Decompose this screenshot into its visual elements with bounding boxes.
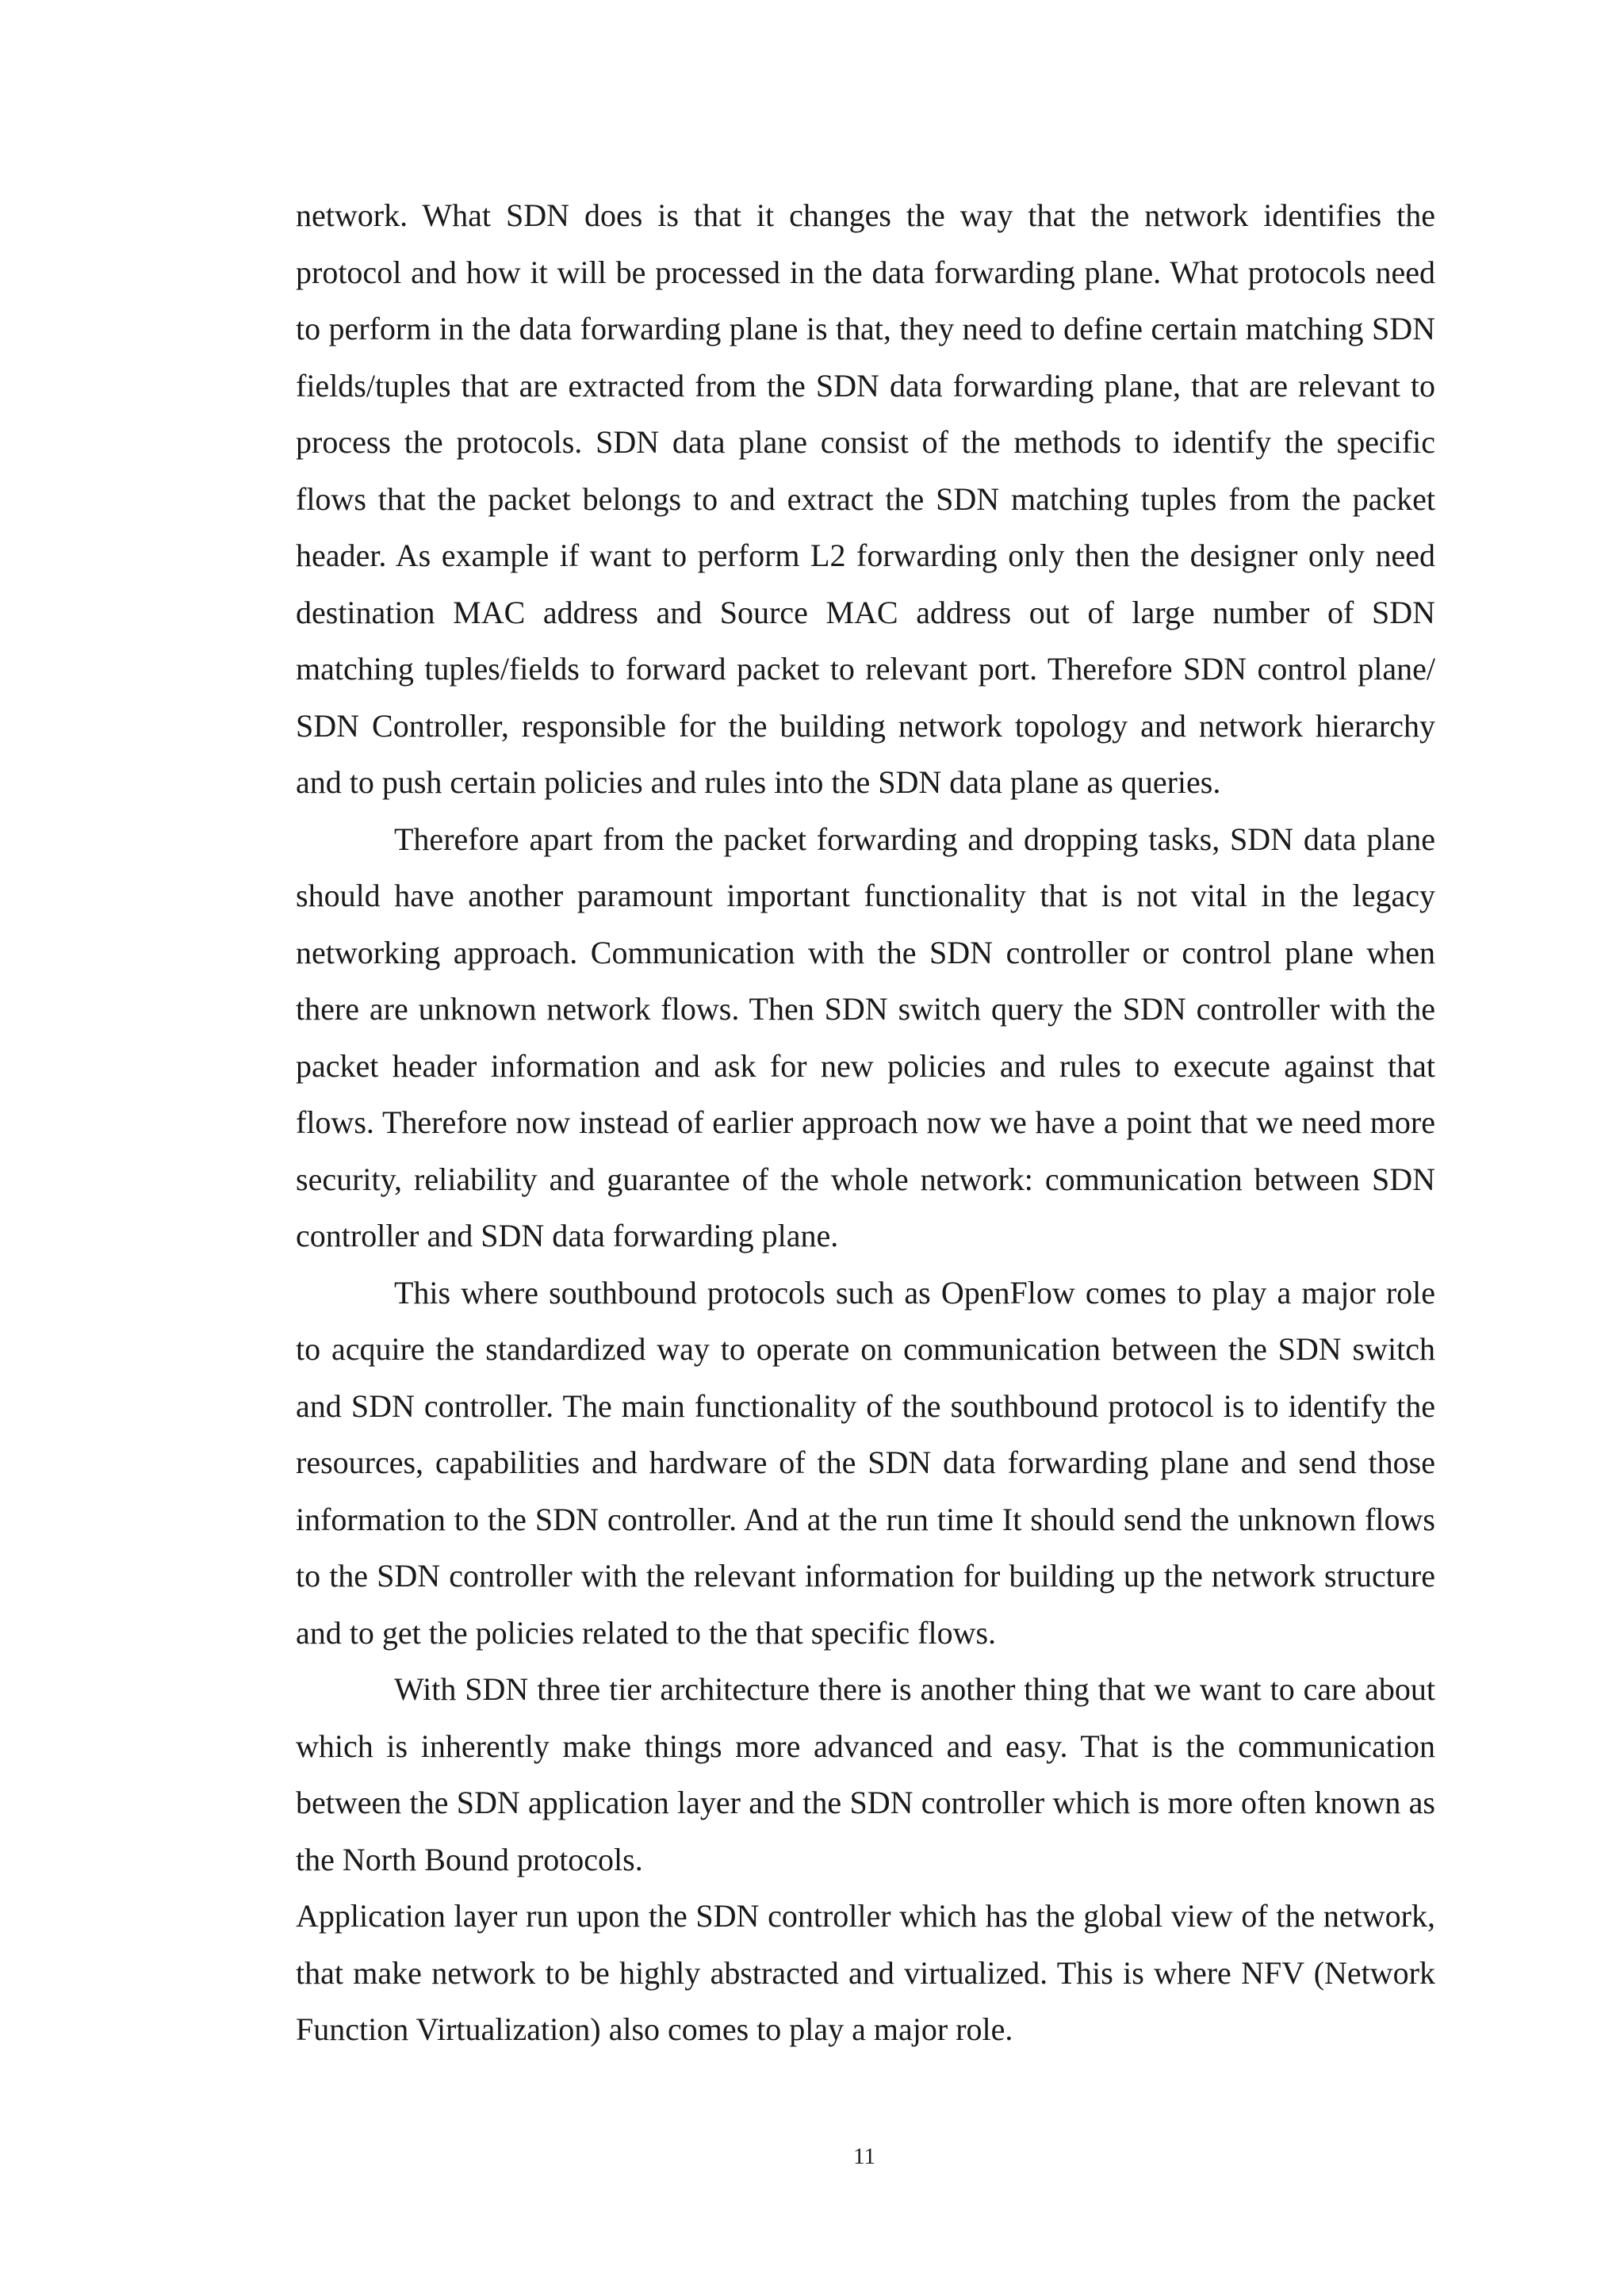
paragraph-4: With SDN three tier architecture there is another thing that we want to care about which is inherently make things more advanced and easy. That is the communication between the SDN application layer and the SDN controller which is more often known as the North Bound protocols.: [296, 1671, 1435, 1877]
page-number: 11: [853, 2144, 875, 2169]
paragraph-2: Therefore apart from the packet forwarding and dropping tasks, SDN data plane should have another paramount important functionality that is not vital in the legacy networking approach. Communication with the SDN controller or control plane when there are unknown network flows. Then SDN switch query the SDN controller with the packet header information and ask for new policies and rules to execute against that flows. Therefore now instead of earlier approach now we have a point that we need more security, reliability and guarantee of the whole network: communication between SDN controller and SDN data forwarding plane.: [296, 821, 1435, 1253]
page-body: [296, 187, 1435, 2058]
paragraph-1: network. What SDN does is that it changes the way that the network identifies the protocol and how it will be processed in the data forwarding plane. What protocols need to perform in the data forwarding plane is that, they need to define certain matching SDN fields/tuples that are extracted from the SDN data forwarding plane, that are relevant to process the protocols. SDN data plane consist of the methods to identify the specific flows that the packet belongs to and extract the SDN matching tuples from the packet header. As example if want to perform L2 forwarding only then the designer only need destination MAC address and Source MAC address out of large number of SDN matching tuples/fields to forward packet to relevant port. Therefore SDN control plane/ SDN Controller, responsible for the building network topology and network hierarchy and to push certain policies and rules into the SDN data plane as queries.: [296, 197, 1435, 800]
paragraph-5: Application layer run upon the SDN controller which has the global view of the network, that make network to be highly abstracted and virtualized. This is where NFV (Network Function Virtualization) also comes to play a major role.: [296, 1898, 1435, 2047]
paragraph-3: This where southbound protocols such as OpenFlow comes to play a major role to acquire the standardized way to operate on communication between the SDN switch and SDN controller. The main functionality of the southbound protocol is to identify the resources, capabilities and hardware of the SDN data forwarding plane and send those information to the SDN controller. And at the run time It should send the unknown flows to the SDN controller with the relevant information for building up the network structure and to get the policies related to the that specific flows.: [296, 1274, 1435, 1651]
